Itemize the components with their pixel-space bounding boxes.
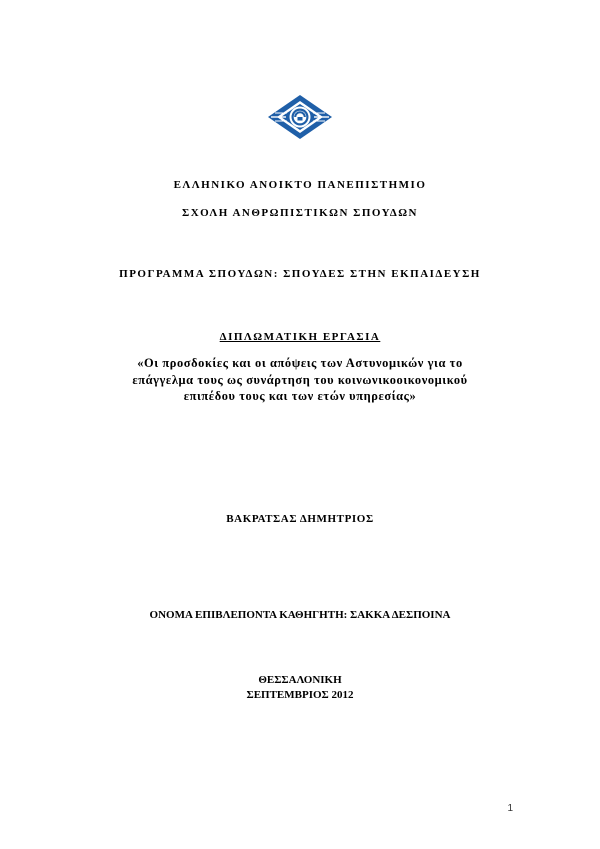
city: ΘΕΣΣΑΛΟΝΙΚΗ	[258, 674, 342, 686]
school-name: ΣΧΟΛΗ ΑΝΘΡΩΠΙΣΤΙΚΩΝ ΣΠΟΥΔΩΝ	[182, 207, 418, 219]
thesis-title-line-1: «Οι προσδοκίες και οι απόψεις των Αστυνομικών για το	[137, 356, 463, 370]
university-name: ΕΛΛΗΝΙΚΟ ΑΝΟΙΚΤΟ ΠΑΝΕΠΙΣΤΗΜΙΟ	[173, 179, 427, 191]
document-type: ΔΙΠΛΩΜΑΤΙΚΗ ΕΡΓΑΣΙΑ	[219, 331, 381, 343]
thesis-title	[70, 355, 530, 405]
university-emblem-icon	[267, 94, 333, 140]
submission-date: ΣΕΠΤΕΜΒΡΙΟΣ 2012	[246, 689, 354, 701]
study-program: ΠΡΟΓΡΑΜΜΑ ΣΠΟΥΔΩΝ: ΣΠΟΥΔΕΣ ΣΤΗΝ ΕΚΠΑΙΔΕΥΣΗ	[119, 268, 481, 280]
supervisor-line: ΟΝΟΜΑ ΕΠΙΒΛΕΠΟΝΤΑ ΚΑΘΗΓΗΤΗ: ΣΑΚΚΑ ΔΕΣΠΟΙΝΑ	[149, 609, 451, 621]
author-name: ΒΑΚΡΑΤΣΑΣ ΔΗΜΗΤΡΙΟΣ	[226, 513, 374, 525]
thesis-title-line-2: επάγγελμα τους ως συνάρτηση του κοινωνικοοικονομικού	[132, 372, 468, 387]
page-number: 1	[507, 803, 513, 814]
thesis-title-line-3: επιπέδου τους και των ετών υπηρεσίας»	[183, 389, 417, 403]
